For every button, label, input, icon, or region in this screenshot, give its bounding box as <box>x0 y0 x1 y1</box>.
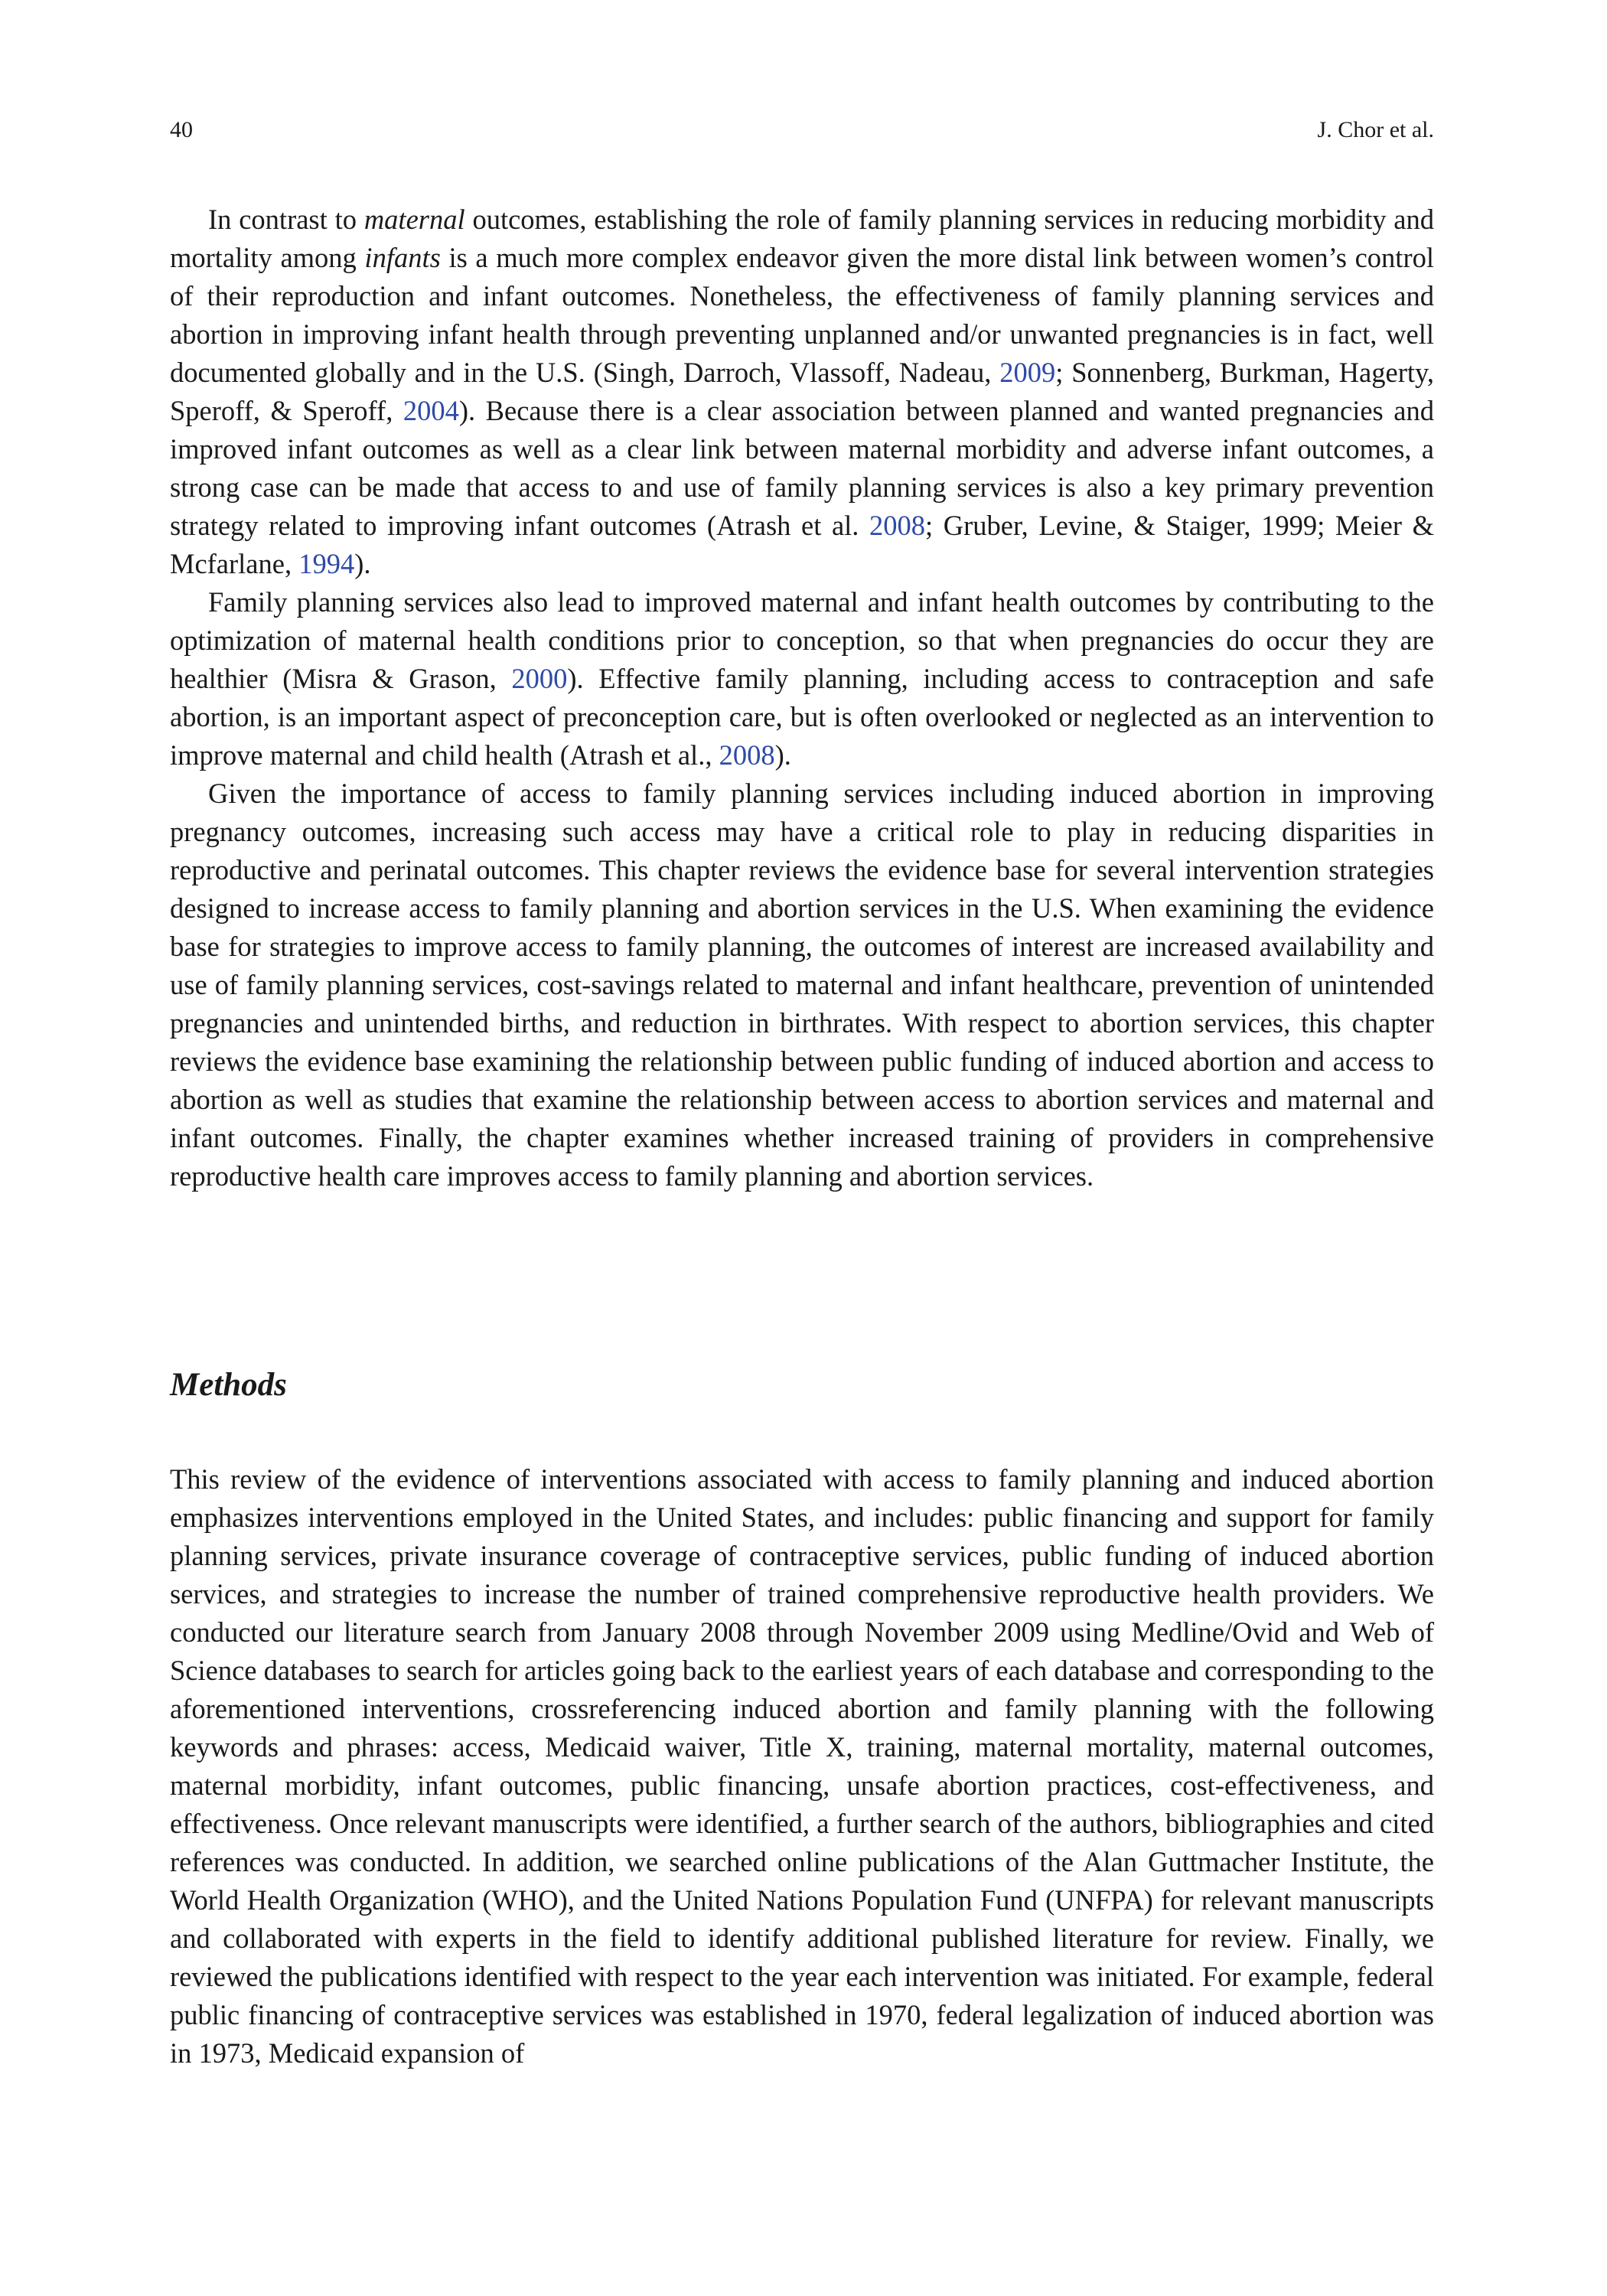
text-run: is a much more complex endeavor given the more distal link between women’s control of their reproduction and infant outcomes. Nonetheless, the effectiveness of family planning services and abortion in improving infant health through preventing unplanned and/or unwanted pregnancies is in fact, well documented globally and in the U.S. (Singh, Darroch, Vlassoff, Nadeau, <box>170 242 1434 388</box>
intro-paragraph-2 <box>170 583 1434 775</box>
emphasis-infants: infants <box>364 242 441 273</box>
page-number: 40 <box>170 117 193 142</box>
text-run: outcomes, establishing the role of family planning services in reducing morbidity and mortality among <box>170 204 1434 273</box>
running-head-authors: J. Chor et al. <box>1317 117 1434 142</box>
text-run: ). Because there is a clear association between planned and wanted pregnancies and improved infant outcomes as well as a clear link between maternal morbidity and adverse infant outcomes, a strong case can be made that access to and use of family planning services is also a key primary prevention strategy related to improving infant outcomes (Atrash et al. <box>170 395 1434 541</box>
intro-section <box>170 201 1434 1195</box>
emphasis-maternal: maternal <box>363 204 465 235</box>
methods-section <box>170 1460 1434 2073</box>
text-run: ; Sonnenberg, Burkman, Hagerty, Speroff, & Speroff, <box>170 357 1434 426</box>
citation-link[interactable]: 2009 <box>999 357 1056 388</box>
intro-paragraph-3: Given the importance of access to family planning services including induced abortion in improving pregnancy outcomes, increasing such access may have a critical role to play in reducing disparities in reproductive and perinatal outcomes. This chapter reviews the evidence base for several intervention strategies designed to increase access to family planning and abortion services in the U.S. When examining the evidence base for strategies to improve access to family planning, the outcomes of interest are increased availability and use of family planning services, cost-savings related to maternal and infant healthcare, prevention of unintended pregnancies and unintended births, and reduction in birthrates. With respect to abortion services, this chapter reviews the evidence base examining the relationship between public funding of induced abortion and access to abortion as well as studies that examine the relationship between access to abortion services and maternal and infant outcomes. Finally, the chapter examines whether increased training of providers in comprehensive reproductive health care improves access to family planning and abortion services. <box>170 778 1434 1192</box>
citation-link[interactable]: 1994 <box>298 548 355 579</box>
text-run: ). <box>774 739 791 771</box>
text-run: ). Effective family planning, including access to contraception and safe abortion, is an important aspect of preconception care, but is often overlooked or neglected as an intervention to improve maternal and child health (Atrash et al., <box>170 663 1434 771</box>
citation-link[interactable]: 2008 <box>719 739 775 771</box>
citation-link[interactable]: 2000 <box>511 663 568 694</box>
citation-link[interactable]: 2008 <box>869 510 926 541</box>
intro-paragraph-1 <box>170 201 1434 583</box>
text-run: Family planning services also lead to improved maternal and infant health outcomes by contributing to the optimization of maternal health conditions prior to conception, so that when pregnancies do occur they are healthier (Misra & Grason, <box>170 586 1434 694</box>
text-run: ). <box>354 548 371 579</box>
running-head <box>170 115 1434 145</box>
text-run: In contrast to <box>208 204 364 235</box>
citation-link[interactable]: 2004 <box>403 395 459 426</box>
text-run: ; Gruber, Levine, & Staiger, 1999; Meier & Mcfarlane, <box>170 510 1435 579</box>
section-heading-methods: Methods <box>170 1367 287 1403</box>
methods-paragraph-1: This review of the evidence of interventions associated with access to family planning and induced abortion emphasizes interventions employed in the United States, and includes: public financing and support for family planning services, private insurance coverage of contraceptive services, public funding of induced abortion services, and strategies to increase the number of trained comprehensive reproductive health providers. We conducted our literature search from January 2008 through November 2009 using Medline/Ovid and Web of Science databases to search for articles going back to the earliest years of each database and corresponding to the aforementioned interventions, crossreferencing induced abortion and family planning with the following keywords and phrases: access, Medicaid waiver, Title X, training, maternal mortality, maternal outcomes, maternal morbidity, infant outcomes, public financing, unsafe abortion practices, cost-effectiveness, and effectiveness. Once relevant manuscripts were identified, a further search of the authors, bibliographies and cited references was conducted. In addition, we searched online publications of the Alan Guttmacher Institute, the World Health Organization (WHO), and the United Nations Population Fund (UNFPA) for relevant manuscripts and collaborated with experts in the field to identify additional published literature for review. Finally, we reviewed the publications identified with respect to the year each intervention was initiated. For example, federal public financing of contraceptive services was established in 1970, federal legalization of induced abortion was in 1973, Medicaid expansion of <box>170 1463 1434 2069</box>
